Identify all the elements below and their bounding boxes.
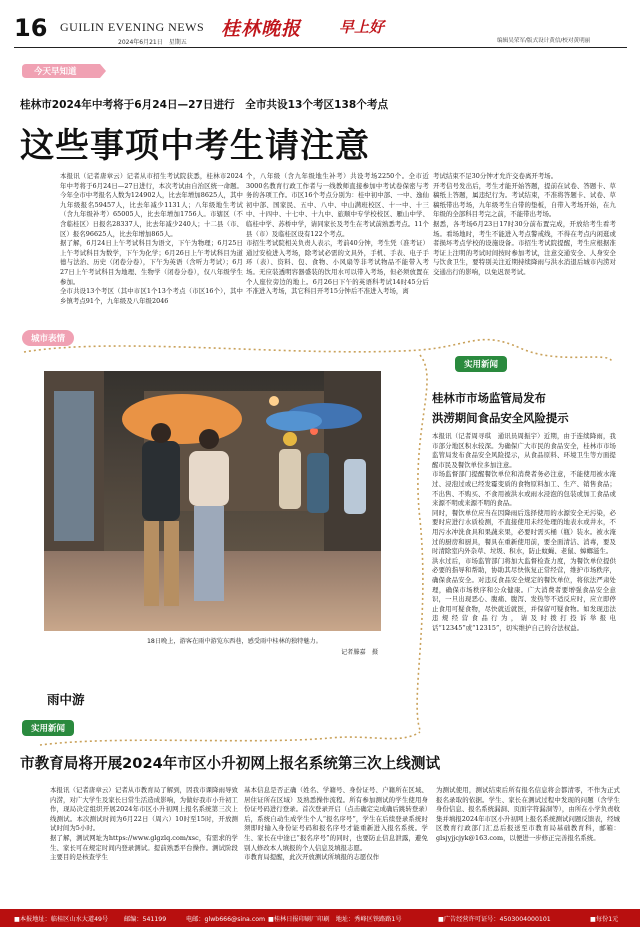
tag-today (20, 62, 108, 80)
section-logo: 早上好 (339, 18, 385, 36)
tag-practical-news-2-label: 实用新闻 (31, 724, 66, 734)
article1-title: 这些事项中考生请注意 (20, 126, 370, 166)
masthead-rule (14, 47, 627, 48)
rain-photo (44, 371, 381, 631)
masthead (0, 0, 640, 50)
rain-scene-image (44, 371, 381, 631)
tag-practical-news-1-label: 实用新闻 (464, 360, 499, 370)
paper-name-en: GUILIN EVENING NEWS (60, 20, 205, 34)
article2-body: 本报讯（记者周寻琪 通讯员周振宇）近期，由于连续降雨，我市部分地区积水较深。为确保广大市民的食品安全，桂林市市场监管局发布食品安全风险提示，从食品原料、环境卫生等方面提醒市民及餐饮单位多加注意。 市场监督部门提醒餐饮单位和消费者务必注意，不能使用被水淹过、浸泡过或已经发霉变质的食物原料加工、生产、销售食品；不出售、不购买、不食用被洪水或雨水浸泡的包装或加工食品或来源不明或来源不明的食品。 同时，餐饮单位应当在因降雨后选择使用的水源安全无污染，必要时应进行水质检测，不直接使用未经处理的地表水或井水，不用污水冲洗食具和果蔬来果，必要时需买桶（瓶）装水。被水淹过的厨房和厨具，餐具在重新使用前，要全面清洁、消毒，要及时清除室内外杂草、垃圾、积水，防止蚊蝇、老鼠、蟑螂滋生。 洪水过后，市场监管部门将加大监督检查力度，为餐饮单位提供必要的指导和帮助，协助其尽快恢复正常经营，维护市场秩序，确保食品安全。对违反食品安全规定的餐饮单位，将依法严肃处理，确保市场秩序和公众健康。广大消费者要增强食品安全意识，一旦出现恶心、腹痛、腹泻、发热等不适反应时，应立即停止食用可疑食物，尽快就近就医，并保留可疑食物。如发现违法违规经营食品行为，请及时拨打投诉举报电话“12345”或“12315”，切实维护自己的合法权益。 (432, 432, 616, 632)
footer-print: ■桂林日报印刷厂印刷 地址：秀峰区铁路路1号 (268, 916, 402, 923)
photo-credit: 记者滕嘉 摄 (341, 649, 379, 656)
paper-logo: 桂林晚报 (221, 18, 302, 40)
article3-col1: 本报讯（记者唐章云）记者从市教育局了解到，因我市课降雨导致内涝，对广大学生及家长日常生活造成影响，为做好我市小升初工作，现局决定组织开展2024年市区小升初网上报名系统第三次上线测试。本次测试时间为6月22日（周六）10时至15时，开放测试时间为5小时。 据了解，测试网址为https://www.glgzlq.com/xsc，有需求的学生、家长可在规定时间内登录测试。提前熟悉平台操作。测试阶段主要目的是核查学生 (50, 786, 238, 862)
article3-col3: 为测试使用，测试结束后所有报名信息将会都清零，不作为正式报名录取的依据。学生、家长在测试过程中发现的问题（含学生身份信息、报名系统漏洞、页面字符漏洞等），由所在小学负责收集并填报2024年市区小升初网上报名系统测试问题反馈表，经城区教育行政部门汇总后报送至市教育局基础教育科，邮箱：glsjyjjcjyk@163.com，以便进一步修正完善报名系统。 (436, 786, 620, 842)
footer-address: ■本报地址：临桂区山水大道49号 (14, 916, 109, 923)
article1-col3: 考试结束不足30分钟才允许交卷离开考场。 开考信号发出后，考生才能开始答题，提前在试卷、答题卡、草稿纸上答题，属违纪行为。考试结束，不准将答题卡、试卷、草稿纸带出考场，九年级考生自带的垫板，自带入考场开始，在九年级的全部科目考完之前，不能带出考场。 据悉，各考场6月23日17时30分前布置完成，开放给考生看考场。看场地时，考生不能进入考点警戒线，不得在考点内闲逛或者损坏考点学校的设施设备。市招生考试院提醒，考生应根据准考证上注明的考试时间按时参加考试，注意交通安全、人身安全与饮食卫生，要特别关注近期持续降雨与洪水消退后城市内涝对交通出行的影响，以免迟误考试。 (433, 172, 616, 276)
article1-col1: 本报讯（记者唐章云）记者从市招生考试院获悉，桂林市2024年中考将于6月24日—27日进行，本次考试由自治区统一命题。今年全市中考报名人数为124902人，比去年增加8625人，其中九年级报名59457人，比去年减少1131人；八年级地生考试（含九年级补考）65005人，比去年增加1756人。市辖区（不含临桂区）日报名28337人，比去年减少240人；十二县（市、区）报名96625人，比去年增加865人。 据了解，6月24日上午考试科目为语文，下午为物理；6月25日上午考试科目为数学，下午为化学；6月26日上午考试科目为道德与法治、历史（闭卷分卷），下午为英语（含听力考试）；6月27日上午考试科目为地理、生物学（闭卷分卷），仅八年级学生参加。 全市共设13个考区（其中市区1个13个考点（市区16个），其中乡镇考点91个，九年级及八年级2046 (60, 172, 243, 305)
footer-email: 电邮：glwb666@sina.com (186, 916, 266, 923)
masthead-date: 2024年6月21日 星期五 (118, 39, 187, 46)
article1-subtitle: 桂林市2024年中考将于6月24日—27日进行 全市共设13个考区138个考点 (20, 99, 389, 111)
article2-title-line2: 洪涝期间食品安全风险提示 (432, 411, 569, 425)
footer-postal: 邮编：541199 (124, 916, 167, 923)
tag-city-expression (22, 330, 74, 346)
editor-credits: 编辑吴荣军/版式设计黄信/校对黄明丽 (497, 38, 591, 44)
article3-title: 市教育局将开展2024年市区小升初网上报名系统第三次上线测试 (20, 755, 441, 772)
photo-title: 雨中游 (47, 692, 85, 707)
tag-practical-news-1 (455, 356, 507, 372)
footer-bar (0, 909, 640, 927)
tag-city-expression-label: 城市表情 (31, 334, 66, 344)
tag-practical-news-2 (22, 720, 74, 736)
article2-title-line1: 桂林市市场监管局发布 (432, 391, 546, 405)
page-number: 16 (14, 14, 48, 42)
footer-ad-license: ■广告经营许可证号：4503004000101 (438, 916, 551, 923)
photo-caption: 18日晚上，游客在雨中游览东西巷，感受雨中桂林的独特魅力。 (147, 638, 322, 645)
tag-today-label: 今天早知道 (34, 67, 77, 77)
article1-col2: 个，八年级（含九年级地生补考）共设考场2250个。全市近3000名教育行政工作者与一线教师直接参加中考试卷保密与考务的各项工作。市区16个考点分别为：桂中初中部、一中、逸仙初中部、国家民、五中、八中、中山满班校区、十一中、十三中、十四中、十七中、十九中、旅顺中专学校校区、雁山中学、临桂中学、苏桥中学，请同家长及考生在考试前熟悉考点。11个县（市）及临桂区设有122个考点。 市招生考试院相关负责人表示，考前40分钟，考生凭（准考证）通过安检进入考场，除考试必需的文具外，手机、手表、电子手环（表）、资料、包、食物、小风扇等非考试物品不能带入考场。无应装透明容器盛装的饮用水可以带入考场，但必须放置在个人座位旁边的地上。6月26日下午的英语科考试14时45分后不准进入考场，其它科目开考15分钟后不准进入考场，离 (246, 172, 429, 296)
article3-col2: 基本信息是否正确（姓名、学籍号、身份证号、户籍所在区域、居住证所在区域）及熟悉操作流程。所有参加测试的学生使用身份证号码进行登录。首次登录开启（点击确定完成确后跳转登录）后，系统自动生成学生个人“报名序号”，学生在后续登录系统时须即时输入身份证号码和报名序号才能重新进入报名系统。学生、家长在中途已“报名序号”的同时，也要防止信息泄露，避免别人修改本人填报的个人信息及填报志愿。 市教育局提醒，此次开放测试所填报的志愿仅作 (244, 786, 428, 862)
footer-price: ■每份1元 (590, 916, 619, 923)
